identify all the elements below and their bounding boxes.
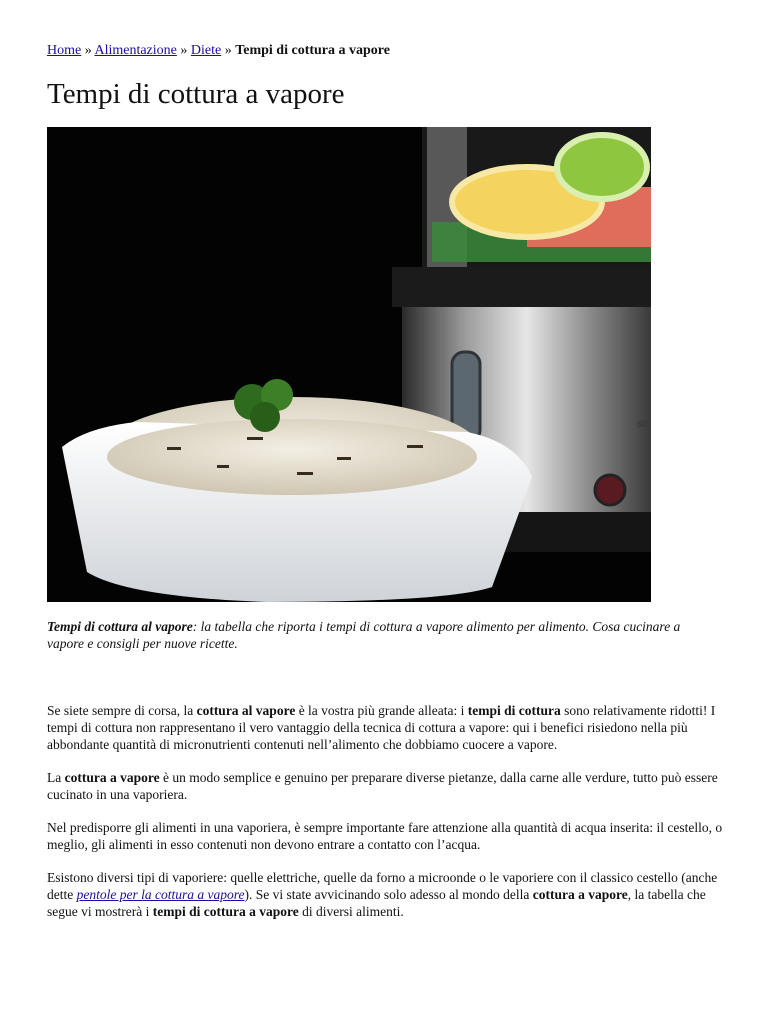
bold-text: cottura a vapore: [64, 770, 160, 785]
breadcrumb-separator: »: [180, 43, 188, 58]
page-title: Tempi di cottura a vapore: [47, 78, 345, 110]
paragraph-2: [47, 769, 723, 803]
text: , la tabella che segue vi mostrerà i: [47, 887, 706, 919]
bold-text: tempi di cottura a vapore: [152, 904, 299, 919]
article-body: [47, 702, 723, 936]
text: di diversi alimenti.: [298, 904, 404, 919]
paragraph-1: [47, 702, 723, 753]
paragraph-4: [47, 869, 723, 920]
text: ). Se vi state avvicinando solo adesso al mondo della: [244, 887, 533, 902]
text: La: [47, 770, 65, 785]
text: sono relativamente ridotti! I tempi di cottura non rappresentano il vero vantaggio della tecnica di cottura a vapore: qui i benefici risiedono nella più abbondante quantità di micronutrienti contenuti nell’alimento che dobbiamo cuocere a vapore.: [47, 703, 716, 752]
dial-label: 60: [637, 419, 648, 429]
breadcrumb-alimentazione-link[interactable]: Alimentazione: [94, 43, 177, 58]
caption-text: : la tabella che riporta i tempi di cottura a vapore alimento per alimento. Cosa cucinare a vapore e consigli per nuove ricette.: [47, 619, 681, 651]
text: è la vostra più grande alleata: i: [295, 703, 468, 718]
paragraph-3: [47, 819, 723, 853]
text: Esistono diversi tipi di vaporiere: quelle elettriche, quelle da forno a microonde o le vaporiere con il classico cestello (anche dette: [47, 870, 718, 902]
pentole-link[interactable]: pentole per la cottura a vapore: [76, 887, 245, 902]
breadcrumb-current: Tempi di cottura a vapore: [235, 43, 390, 58]
hero-image-steamer-rice: [47, 127, 651, 602]
text: Se siete sempre di corsa, la: [47, 703, 197, 718]
breadcrumb-diete-link[interactable]: Diete: [190, 43, 222, 58]
breadcrumb-separator: »: [224, 43, 232, 58]
bold-text: tempi di cottura: [467, 703, 561, 718]
breadcrumb-separator: »: [84, 43, 92, 58]
text: Nel predisporre gli alimenti in una vaporiera, è sempre importante fare attenzione alla quantità di acqua inserita: il cestello, o meglio, gli alimenti in esso contenuti non devono entrare a contatto con l’acqua.: [47, 820, 723, 852]
text: è un modo semplice e genuino per preparare diverse pietanze, dalla carne alle verdure, tutto può essere cucinato in una vaporiera.: [47, 770, 718, 802]
image-caption: [47, 618, 717, 652]
breadcrumb-home-link[interactable]: Home: [47, 43, 82, 58]
breadcrumb: [47, 43, 390, 59]
caption-bold: Tempi di cottura al vapore: [47, 619, 193, 634]
bold-text: cottura al vapore: [196, 703, 296, 718]
bold-text: cottura a vapore: [532, 887, 628, 902]
